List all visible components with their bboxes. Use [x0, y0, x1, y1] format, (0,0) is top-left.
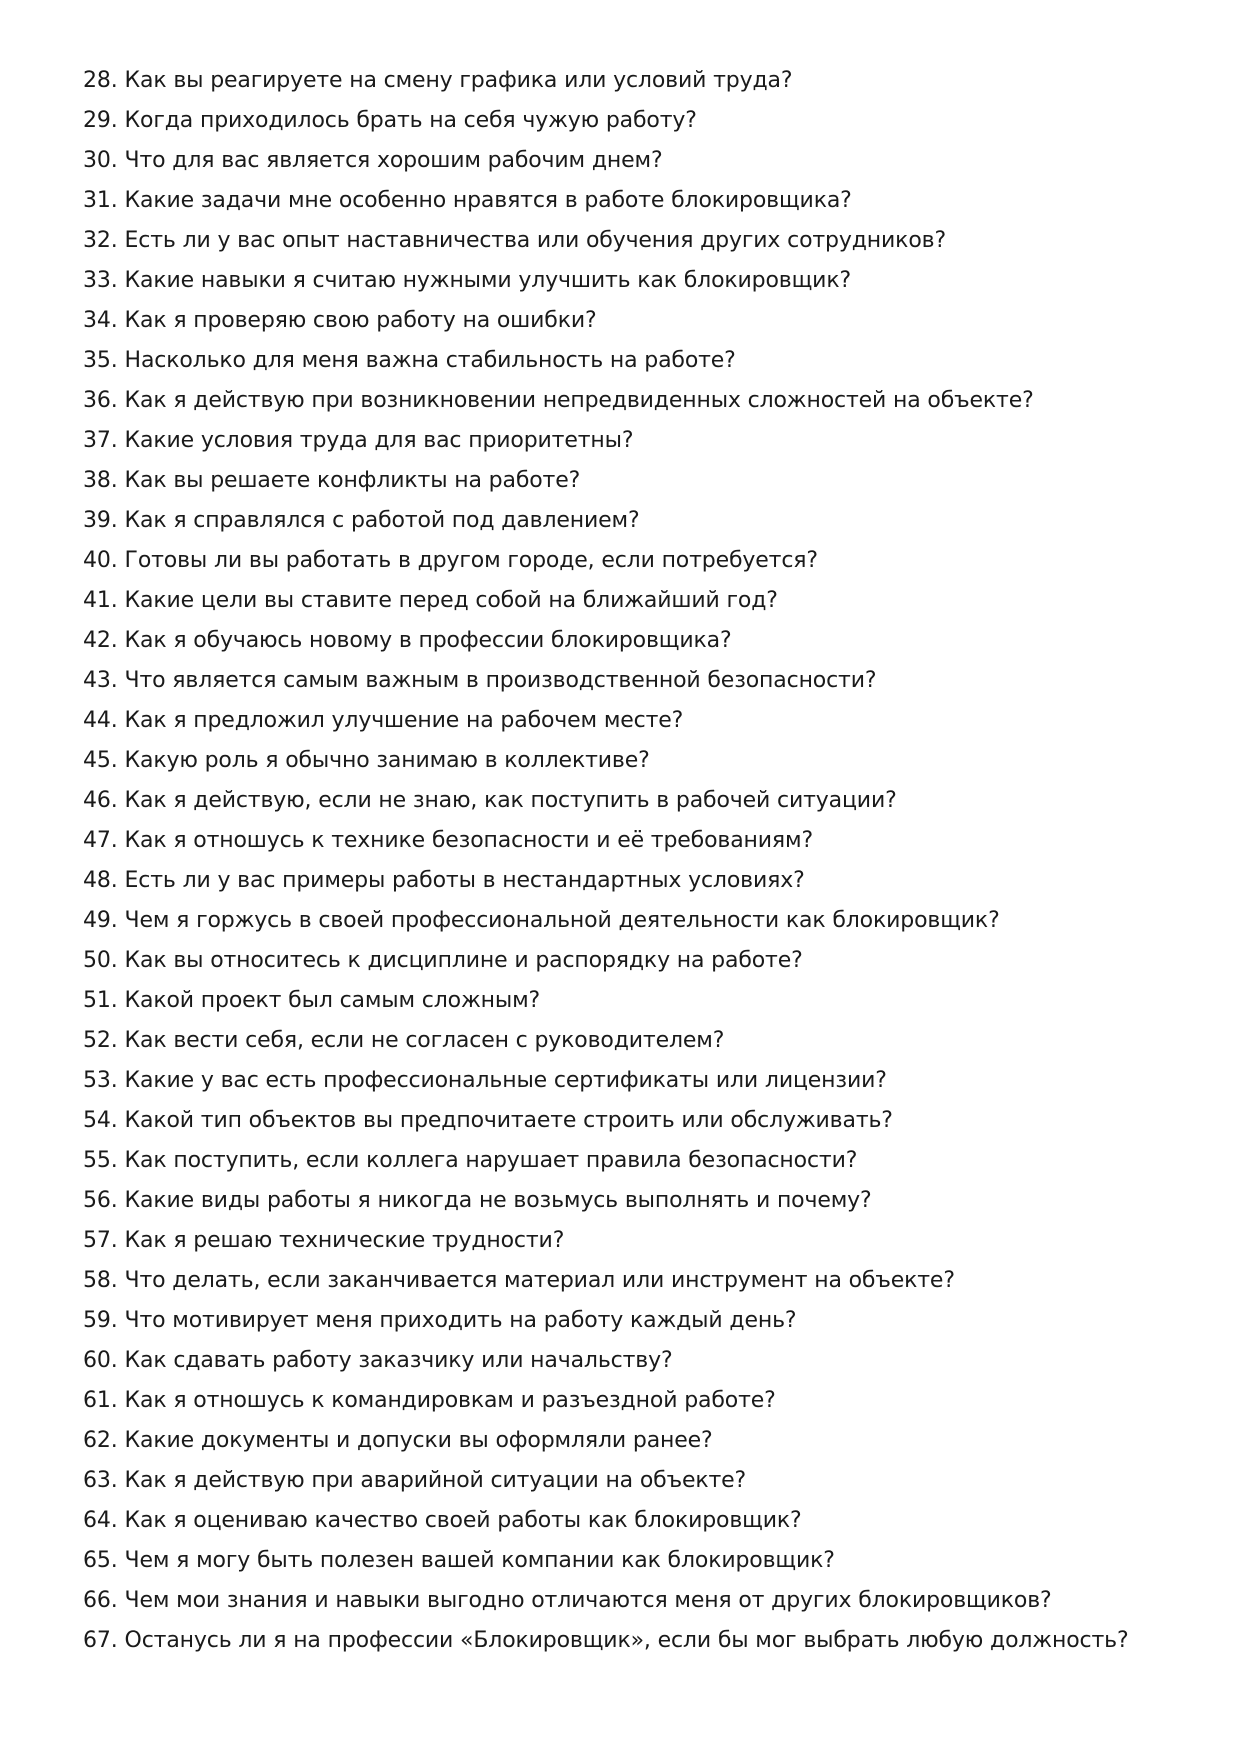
question-number: 39.: [83, 508, 118, 533]
question-list: [83, 61, 1203, 1661]
question-text: Как поступить, если коллега нарушает правила безопасности?: [124, 1148, 858, 1173]
question-text: Когда приходилось брать на себя чужую работу?: [124, 108, 697, 133]
question-number: 49.: [83, 908, 118, 933]
question-text: Что является самым важным в производственной безопасности?: [124, 668, 877, 693]
question-number: 46.: [83, 788, 118, 813]
question-item: [83, 821, 1203, 861]
question-item: [83, 741, 1203, 781]
question-text: Какие условия труда для вас приоритетны?: [124, 428, 634, 453]
question-number: 44.: [83, 708, 118, 733]
question-item: [83, 421, 1203, 461]
question-text: Останусь ли я на профессии «Блокировщик», если бы мог выбрать любую должность?: [124, 1628, 1129, 1653]
question-item: [83, 1581, 1203, 1621]
question-item: [83, 1621, 1203, 1661]
question-number: 45.: [83, 748, 118, 773]
question-number: 47.: [83, 828, 118, 853]
question-item: [83, 1301, 1203, 1341]
question-text: Как я отношусь к командировкам и разъездной работе?: [124, 1388, 776, 1413]
question-number: 41.: [83, 588, 118, 613]
question-item: [83, 861, 1203, 901]
question-text: Как я справлялся с работой под давлением?: [124, 508, 640, 533]
question-item: [83, 981, 1203, 1021]
question-text: Как я предложил улучшение на рабочем месте?: [124, 708, 684, 733]
question-text: Как я оцениваю качество своей работы как блокировщик?: [124, 1508, 802, 1533]
question-number: 42.: [83, 628, 118, 653]
question-item: [83, 301, 1203, 341]
question-number: 58.: [83, 1268, 118, 1293]
question-text: Есть ли у вас опыт наставничества или обучения других сотрудников?: [124, 228, 946, 253]
question-item: [83, 1341, 1203, 1381]
question-item: [83, 1501, 1203, 1541]
question-number: 55.: [83, 1148, 118, 1173]
question-number: 52.: [83, 1028, 118, 1053]
question-text: Готовы ли вы работать в другом городе, если потребуется?: [124, 548, 818, 573]
question-number: 51.: [83, 988, 118, 1013]
question-number: 50.: [83, 948, 118, 973]
question-text: Какой проект был самым сложным?: [124, 988, 541, 1013]
question-number: 64.: [83, 1508, 118, 1533]
question-text: Как я действую, если не знаю, как поступить в рабочей ситуации?: [124, 788, 897, 813]
question-item: [83, 581, 1203, 621]
question-item: [83, 621, 1203, 661]
question-item: [83, 261, 1203, 301]
question-item: [83, 1141, 1203, 1181]
question-number: 34.: [83, 308, 118, 333]
question-number: 29.: [83, 108, 118, 133]
question-number: 54.: [83, 1108, 118, 1133]
question-item: [83, 1021, 1203, 1061]
question-text: Как я обучаюсь новому в профессии блокировщика?: [124, 628, 732, 653]
question-text: Как вы решаете конфликты на работе?: [124, 468, 581, 493]
question-number: 53.: [83, 1068, 118, 1093]
question-item: [83, 701, 1203, 741]
question-text: Чем мои знания и навыки выгодно отличаются меня от других блокировщиков?: [124, 1588, 1052, 1613]
question-text: Как вести себя, если не согласен с руководителем?: [124, 1028, 725, 1053]
question-number: 66.: [83, 1588, 118, 1613]
question-number: 35.: [83, 348, 118, 373]
question-item: [83, 101, 1203, 141]
question-item: [83, 1421, 1203, 1461]
question-item: [83, 381, 1203, 421]
question-text: Чем я могу быть полезен вашей компании как блокировщик?: [124, 1548, 835, 1573]
question-number: 56.: [83, 1188, 118, 1213]
question-number: 36.: [83, 388, 118, 413]
question-text: Чем я горжусь в своей профессиональной деятельности как блокировщик?: [124, 908, 1000, 933]
question-item: [83, 221, 1203, 261]
question-number: 28.: [83, 68, 118, 93]
question-text: Какие документы и допуски вы оформляли ранее?: [124, 1428, 713, 1453]
question-number: 32.: [83, 228, 118, 253]
question-number: 57.: [83, 1228, 118, 1253]
question-text: Как я проверяю свою работу на ошибки?: [124, 308, 597, 333]
question-text: Как сдавать работу заказчику или начальству?: [124, 1348, 673, 1373]
question-number: 43.: [83, 668, 118, 693]
question-text: Какие задачи мне особенно нравятся в работе блокировщика?: [124, 188, 852, 213]
question-item: [83, 661, 1203, 701]
question-text: Какие цели вы ставите перед собой на ближайший год?: [124, 588, 778, 613]
question-number: 40.: [83, 548, 118, 573]
question-item: [83, 501, 1203, 541]
question-text: Как я отношусь к технике безопасности и её требованиям?: [124, 828, 813, 853]
question-item: [83, 141, 1203, 181]
question-text: Насколько для меня важна стабильность на работе?: [124, 348, 736, 373]
question-number: 31.: [83, 188, 118, 213]
question-number: 37.: [83, 428, 118, 453]
question-number: 59.: [83, 1308, 118, 1333]
question-item: [83, 61, 1203, 101]
question-item: [83, 1061, 1203, 1101]
question-text: Какие виды работы я никогда не возьмусь выполнять и почему?: [124, 1188, 872, 1213]
question-item: [83, 1101, 1203, 1141]
question-text: Что для вас является хорошим рабочим днем?: [124, 148, 663, 173]
question-text: Какие навыки я считаю нужными улучшить как блокировщик?: [124, 268, 851, 293]
question-number: 48.: [83, 868, 118, 893]
question-item: [83, 461, 1203, 501]
question-item: [83, 1181, 1203, 1221]
question-item: [83, 1461, 1203, 1501]
question-item: [83, 181, 1203, 221]
question-number: 62.: [83, 1428, 118, 1453]
question-item: [83, 541, 1203, 581]
question-text: Какой тип объектов вы предпочитаете строить или обслуживать?: [124, 1108, 893, 1133]
question-text: Как вы реагируете на смену графика или условий труда?: [124, 68, 793, 93]
question-item: [83, 1221, 1203, 1261]
question-item: [83, 341, 1203, 381]
question-text: Как вы относитесь к дисциплине и распорядку на работе?: [124, 948, 803, 973]
question-item: [83, 1381, 1203, 1421]
question-text: Как я действую при возникновении непредвиденных сложностей на объекте?: [124, 388, 1034, 413]
question-number: 30.: [83, 148, 118, 173]
question-text: Что мотивирует меня приходить на работу каждый день?: [124, 1308, 797, 1333]
question-item: [83, 941, 1203, 981]
question-item: [83, 1261, 1203, 1301]
question-number: 60.: [83, 1348, 118, 1373]
question-text: Какую роль я обычно занимаю в коллективе?: [124, 748, 650, 773]
question-text: Какие у вас есть профессиональные сертификаты или лицензии?: [124, 1068, 887, 1093]
question-item: [83, 901, 1203, 941]
question-text: Что делать, если заканчивается материал или инструмент на объекте?: [124, 1268, 955, 1293]
question-number: 67.: [83, 1628, 118, 1653]
question-number: 63.: [83, 1468, 118, 1493]
question-item: [83, 1541, 1203, 1581]
question-number: 65.: [83, 1548, 118, 1573]
question-item: [83, 781, 1203, 821]
question-number: 38.: [83, 468, 118, 493]
question-text: Как я действую при аварийной ситуации на объекте?: [124, 1468, 747, 1493]
question-number: 61.: [83, 1388, 118, 1413]
question-number: 33.: [83, 268, 118, 293]
question-text: Есть ли у вас примеры работы в нестандартных условиях?: [124, 868, 805, 893]
question-text: Как я решаю технические трудности?: [124, 1228, 565, 1253]
